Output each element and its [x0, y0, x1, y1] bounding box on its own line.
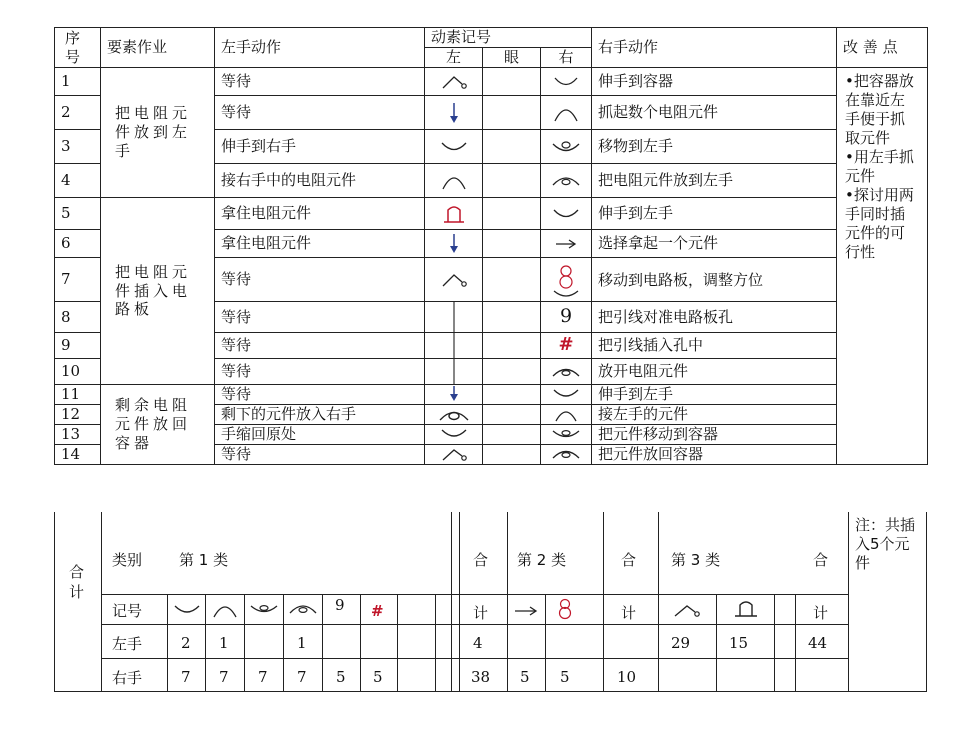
left-action: 等待: [215, 96, 425, 130]
left-action: 伸手到右手: [215, 130, 425, 164]
left-total: 44: [808, 634, 828, 652]
right-action: 移物到左手: [592, 130, 837, 164]
release-icon: [287, 600, 319, 620]
row-no: 7: [55, 258, 101, 302]
header-sym-right: 右: [541, 48, 592, 68]
header-symbol-group: 动素记号: [425, 28, 592, 48]
right-count: 5: [520, 668, 530, 686]
right-action: 把引线对准电路板孔: [592, 302, 837, 333]
right-count: 5: [373, 668, 383, 686]
left-count: 1: [297, 634, 307, 652]
header-seq: 序号: [55, 28, 101, 68]
row-no: 8: [55, 302, 101, 333]
task-group-1: 把电阻元件放到左手: [101, 68, 215, 198]
left-action: 接右手中的电阻元件: [215, 164, 425, 198]
row-no: 13: [55, 424, 101, 444]
left-hand-label: 左手: [112, 635, 143, 653]
left-total: 4: [473, 634, 483, 652]
right-count: 5: [336, 668, 346, 686]
left-action: 剩下的元件放入右手: [215, 404, 425, 424]
left-action: 拿住电阻元件: [215, 230, 425, 258]
hold-wait-icon: [425, 68, 483, 96]
total-he-2: 合: [621, 551, 637, 569]
right-hand-label: 右手: [112, 669, 143, 687]
reach-icon: [541, 385, 592, 405]
right-action: 把引线插入孔中: [592, 333, 837, 359]
arrow-down-icon: [425, 385, 483, 405]
left-count: 2: [181, 634, 191, 652]
right-action: 移动到电路板，调整方位: [592, 258, 837, 302]
grasp-icon: [541, 404, 592, 424]
reach-icon: [425, 130, 483, 164]
reach-icon: [541, 198, 592, 230]
cat2-label: 第 2 类: [517, 551, 567, 569]
row-no: 11: [55, 385, 101, 405]
table-row: [55, 68, 928, 96]
release-icon: [425, 404, 483, 424]
total-he-1: 合: [473, 551, 489, 569]
left-count: 1: [219, 634, 229, 652]
reach-icon: [541, 68, 592, 96]
left-action: 等待: [215, 68, 425, 96]
right-action: 把元件放回容器: [592, 444, 837, 464]
table-row: [55, 198, 928, 230]
move-icon: [541, 424, 592, 444]
improvement-text: •把容器放在靠近左手便于抓取元件 •用左手抓元件 •探讨用两手同时插元件的可行性: [845, 72, 914, 261]
right-count: 5: [560, 668, 570, 686]
row-no: 4: [55, 164, 101, 198]
left-action: 等待: [215, 385, 425, 405]
total-he-3: 合: [813, 551, 829, 569]
move-icon: [541, 130, 592, 164]
position-icon: [541, 258, 592, 302]
grasp-icon: [541, 96, 592, 130]
hold-wait-icon: [425, 258, 483, 302]
left-action: 手缩回原处: [215, 424, 425, 444]
left-count: 29: [671, 634, 691, 652]
right-action: 伸手到左手: [592, 385, 837, 405]
right-count: 7: [258, 668, 268, 686]
row-no: 9: [55, 333, 101, 359]
row-no: 1: [55, 68, 101, 96]
row-no: 5: [55, 198, 101, 230]
right-count: 7: [181, 668, 191, 686]
select-icon: [541, 230, 592, 258]
left-count: 15: [729, 634, 749, 652]
header-sym-eye: 眼: [483, 48, 541, 68]
right-action: 把元件移动到容器: [592, 424, 837, 444]
right-action: 伸手到容器: [592, 68, 837, 96]
task-group-3: 剩余电阻元件放回容器: [101, 385, 215, 465]
improvement-points: [837, 68, 928, 465]
row-no: 2: [55, 96, 101, 130]
left-action: 等待: [215, 258, 425, 302]
summary-section: [54, 512, 927, 692]
hold-wait-icon: [671, 602, 703, 622]
total-label: 合计: [69, 563, 85, 601]
task-group-2: 把电阻元件插入电路板: [101, 198, 215, 385]
arrow-down-icon: [425, 230, 483, 258]
row-no: 3: [55, 130, 101, 164]
row-no: 12: [55, 404, 101, 424]
pre-position-icon: 9: [335, 596, 345, 614]
right-action: 伸手到左手: [592, 198, 837, 230]
reach-icon: [171, 604, 203, 622]
header-left-action: 左手动作: [215, 28, 425, 68]
header-improve: 改 善 点: [837, 28, 928, 68]
total-ji-3: 计: [813, 604, 829, 622]
left-action: 拿住电阻元件: [215, 198, 425, 230]
right-total: 10: [617, 668, 637, 686]
cat3-label: 第 3 类: [671, 551, 721, 569]
total-ji-1: 计: [473, 604, 489, 622]
right-action: 把电阻元件放到左手: [592, 164, 837, 198]
hold-icon: [731, 600, 761, 622]
cat1-label: 第 1 类: [179, 551, 229, 569]
left-action: 等待: [215, 302, 425, 333]
grasp-icon: [425, 164, 483, 198]
right-action: 选择拿起一个元件: [592, 230, 837, 258]
motion-analysis-table: [54, 27, 928, 465]
header-sym-left: 左: [425, 48, 483, 68]
assemble-icon: #: [541, 333, 592, 359]
table-row: [55, 385, 928, 405]
right-total: 38: [471, 668, 491, 686]
right-count: 7: [219, 668, 229, 686]
move-icon: [248, 602, 280, 620]
right-count: 7: [297, 668, 307, 686]
release-icon: [541, 444, 592, 464]
release-icon: [541, 164, 592, 198]
right-action: 抓起数个电阻元件: [592, 96, 837, 130]
reach-icon: [425, 424, 483, 444]
row-no: 6: [55, 230, 101, 258]
release-icon: [541, 359, 592, 385]
right-action: 放开电阻元件: [592, 359, 837, 385]
left-action: 等待: [215, 359, 425, 385]
select-icon: [513, 604, 539, 622]
left-action: 等待: [215, 444, 425, 464]
header-right-action: 右手动作: [592, 28, 837, 68]
grasp-icon: [210, 600, 240, 622]
position-icon: [553, 598, 577, 624]
row-no: 10: [55, 359, 101, 385]
arrow-down-icon: [425, 96, 483, 130]
hold-icon: [425, 198, 483, 230]
right-action: 接左手的元件: [592, 404, 837, 424]
category-label: 类别: [112, 551, 143, 569]
note: 注：共插入5个元件: [855, 516, 916, 572]
symbol-label: 记号: [112, 602, 143, 620]
total-ji-2: 计: [621, 604, 637, 622]
left-action: 等待: [215, 333, 425, 359]
header-task: 要素作业: [101, 28, 215, 68]
hold-wait-icon: [425, 444, 483, 464]
row-no: 14: [55, 444, 101, 464]
assemble-icon: #: [371, 602, 384, 620]
pre-position-icon: 9: [541, 302, 592, 333]
